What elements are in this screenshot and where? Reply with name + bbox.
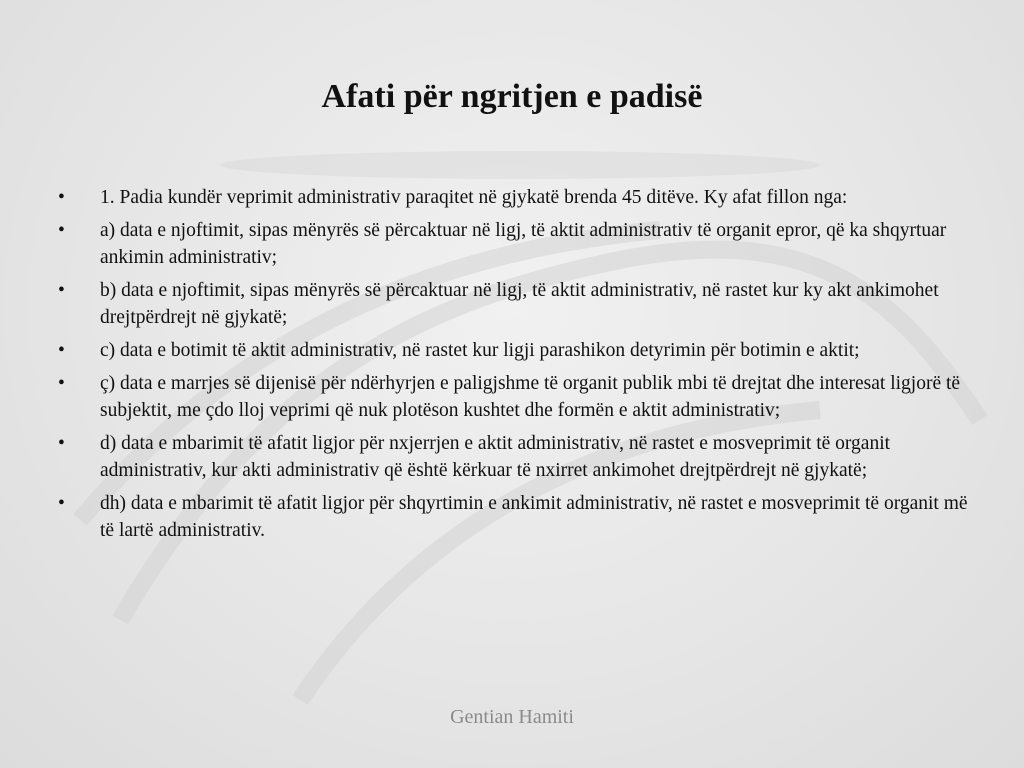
list-item (56, 184, 976, 211)
list-item-text: c) data e botimit të aktit administrativ, në rastet kur ligji parashikon detyrimin për botimin e aktit; (100, 340, 860, 361)
bullet-icon: • (58, 220, 65, 241)
bullet-icon: • (58, 187, 65, 208)
list-item (56, 490, 976, 544)
list-item (56, 217, 976, 271)
list-item-text: d) data e mbarimit të afatit ligjor për nxjerrjen e aktit administrativ, në rastet e mosveprimit të organit administrativ, kur akti administrativ që është kërkuar të nxirret ankimohet drejtpërdrejt në gjykatë; (100, 433, 891, 481)
list-item (56, 337, 976, 364)
list-item (56, 277, 976, 331)
list-item (56, 430, 976, 484)
bullet-icon: • (58, 433, 65, 454)
list-item (56, 370, 976, 424)
footer-author: Gentian Hamiti (450, 706, 574, 728)
bullet-icon: • (58, 373, 65, 394)
list-item-text: a) data e njoftimit, sipas mënyrës së përcaktuar në ligj, të aktit administrativ të organit epror, që ka shqyrtuar ankimin administrativ; (100, 220, 947, 268)
bullet-list (56, 184, 976, 550)
list-item-text: dh) data e mbarimit të afatit ligjor për shqyrtimin e ankimit administrativ, në rastet e mosveprimit të organit më të lartë administrativ. (100, 493, 968, 541)
slide-title: Afati për ngritjen e padisë (321, 78, 703, 115)
bullet-icon: • (58, 340, 65, 361)
list-item-text: ç) data e marrjes së dijenisë për ndërhyrjen e paligjshme të organit publik mbi të drejtat dhe interesat ligjorë të subjektit, me çdo lloj veprimi që nuk plotëson kushtet dhe formën e aktit administrativ; (100, 373, 961, 421)
list-item-text: 1. Padia kundër veprimit administrativ paraqitet në gjykatë brenda 45 ditëve. Ky afat fillon nga: (100, 187, 848, 208)
list-item-text: b) data e njoftimit, sipas mënyrës së përcaktuar në ligj, të aktit administrativ, në rastet kur ky akt ankimohet drejtpërdrejt në gjykatë; (100, 280, 939, 328)
bullet-icon: • (58, 280, 65, 301)
bullet-icon: • (58, 493, 65, 514)
